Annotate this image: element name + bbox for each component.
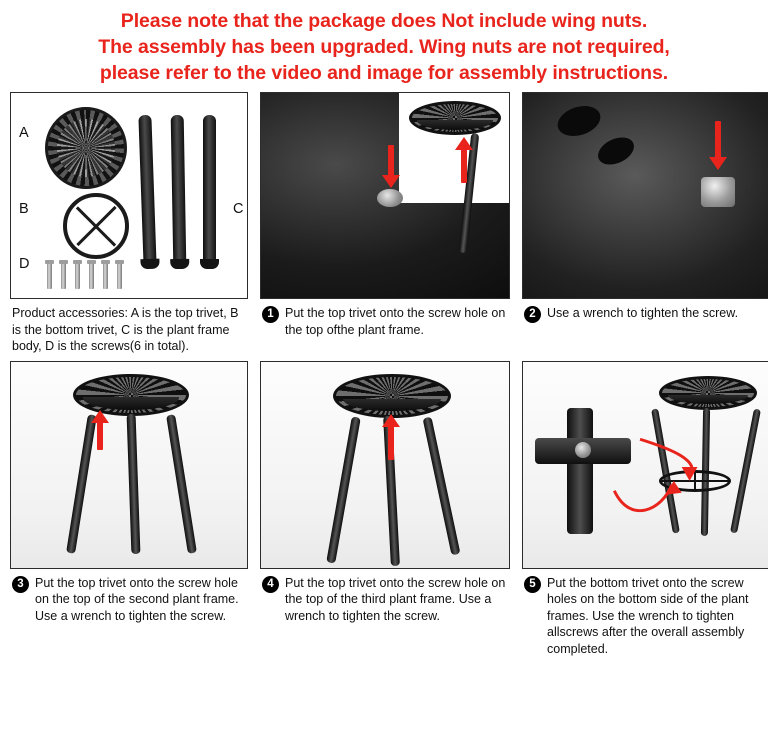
screw-5 (103, 263, 108, 289)
step-badge: 3 (12, 576, 29, 593)
part-label-d: D (19, 256, 30, 272)
wrench-handle (567, 408, 593, 534)
step-badge: 5 (524, 576, 541, 593)
part-label-b: B (19, 201, 29, 217)
top-trivet-part (45, 107, 127, 189)
notice-banner (0, 0, 768, 92)
step-5-photo (522, 361, 768, 569)
caption-step-3 (10, 569, 248, 625)
frame-leg-1 (138, 115, 156, 267)
bolt-head (575, 442, 591, 458)
caption-text: Put the bottom trivet onto the screw holes on the bottom side of the plant frames. Use the wrench to tighten allscrews after the overall assembly completed. (547, 575, 749, 656)
step-4-photo (260, 361, 510, 569)
arrow-down-head (709, 157, 727, 170)
steps-grid (0, 92, 768, 657)
caption-step-1 (260, 299, 510, 338)
caption-text: Use a wrench to tighten the screw. (547, 306, 739, 320)
step-badge: 4 (262, 576, 279, 593)
step-cell-5 (522, 361, 768, 658)
step-2-photo (522, 92, 768, 299)
screw-4 (89, 263, 94, 289)
frame-leg-2 (171, 115, 187, 267)
arrow-up-head (455, 137, 473, 150)
arrow-up-head (91, 410, 109, 423)
step-cell-2 (522, 92, 768, 355)
top-trivet-installed (409, 101, 501, 135)
caption-step-2 (522, 299, 768, 323)
arrow-down-shaft (388, 145, 394, 177)
step-1-photo (260, 92, 510, 299)
part-label-c: C (233, 201, 244, 217)
arrow-up-shaft (388, 426, 394, 460)
caption-parts (10, 299, 248, 355)
arrow-down-shaft (715, 121, 721, 159)
screw-head (377, 189, 403, 207)
arrow-down-head (382, 175, 400, 188)
caption-text: Put the top trivet onto the screw hole on the top of the second plant frame. Use a wrench to tighten the screw. (35, 575, 239, 623)
notice-line-1: Please note that the package does Not include wing nuts. (120, 10, 648, 32)
screw-6 (117, 263, 122, 289)
caption-step-4 (260, 569, 510, 625)
caption-text: Product accessories: A is the top trivet, B is the bottom trivet, C is the plant frame body, D is the screws(6 in total). (12, 306, 239, 353)
top-trivet (659, 376, 757, 410)
step-3-photo (10, 361, 248, 569)
frame-leg-3 (203, 115, 216, 267)
part-label-a: A (19, 125, 29, 141)
arrow-up-head (382, 414, 400, 427)
bottom-trivet-ring (659, 470, 731, 492)
bottom-trivet-part (63, 193, 129, 259)
parts-diagram-panel (10, 92, 248, 299)
step-cell-4 (260, 361, 510, 658)
notice-line-2: The assembly has been upgraded. Wing nuts are not required, (98, 36, 670, 58)
caption-text: Put the top trivet onto the screw hole on the top ofthe plant frame. (285, 306, 506, 337)
screw-head (701, 177, 735, 207)
screw-3 (75, 263, 80, 289)
screw-1 (47, 263, 52, 289)
arrow-up-shaft (461, 149, 467, 183)
step-cell-3 (10, 361, 248, 658)
arrow-up-shaft (97, 422, 103, 450)
step-cell-1 (260, 92, 510, 355)
top-trivet (333, 374, 451, 418)
step-cell-parts (10, 92, 248, 355)
caption-step-5 (522, 569, 768, 658)
caption-text: Put the top trivet onto the screw hole on the top of the third plant frame. Use a wrench to tighten the screw. (285, 575, 506, 623)
step-badge: 1 (262, 306, 279, 323)
step-badge: 2 (524, 306, 541, 323)
screw-2 (61, 263, 66, 289)
notice-line-3: please refer to the video and image for assembly instructions. (99, 62, 669, 84)
